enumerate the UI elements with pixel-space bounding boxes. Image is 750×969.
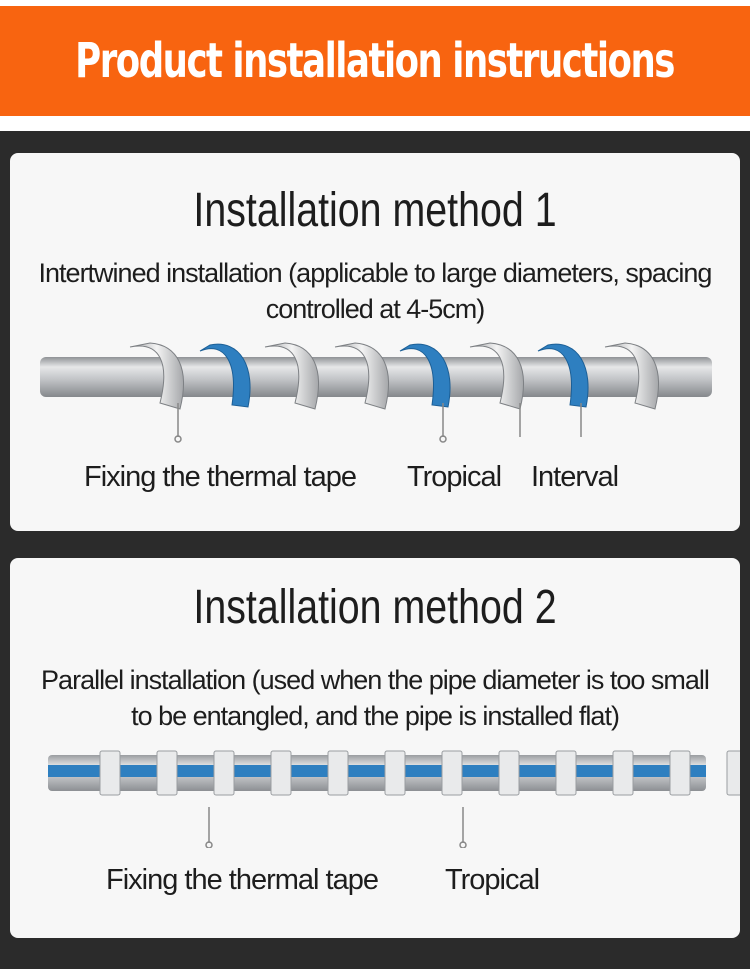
label-interval: Interval [531, 461, 619, 493]
fixing-tape-band [556, 751, 576, 795]
method-2-description: Parallel installation (used when the pipe diameter is too small to be entangled, and the pipe is installed flat) [41, 665, 709, 731]
method-1-title: Installation method 1 [193, 184, 557, 237]
fixing-tape-band [670, 751, 690, 795]
spiral-pipe-illustration [10, 333, 740, 443]
fixing-tape-band [613, 751, 633, 795]
method-2-title: Installation method 2 [193, 581, 557, 634]
fixing-tape-band [214, 751, 234, 795]
page-header [0, 6, 750, 116]
fixing-tape-band [499, 751, 519, 795]
method-1-description: Intertwined installation (applicable to large diameters, spacing controlled at 4-5cm) [38, 258, 712, 324]
label-fixing-tape: Fixing the thermal tape [106, 864, 378, 896]
fixing-tape-band [271, 751, 291, 795]
label-tropical: Tropical [445, 864, 540, 896]
parallel-pipe-illustration [10, 743, 740, 848]
method-1-card [10, 153, 740, 531]
page-title: Product installation instructions [75, 33, 675, 89]
fixing-tape-band [157, 751, 177, 795]
fixing-tape-band [385, 751, 405, 795]
fixing-tape-band [727, 751, 740, 795]
method-2-card [10, 558, 740, 938]
label-fixing-tape: Fixing the thermal tape [84, 461, 356, 493]
label-tropical: Tropical [407, 461, 502, 493]
fixing-tape-band [100, 751, 120, 795]
fixing-tape-band [328, 751, 348, 795]
heating-cable [48, 765, 706, 777]
fixing-tape-band [442, 751, 462, 795]
